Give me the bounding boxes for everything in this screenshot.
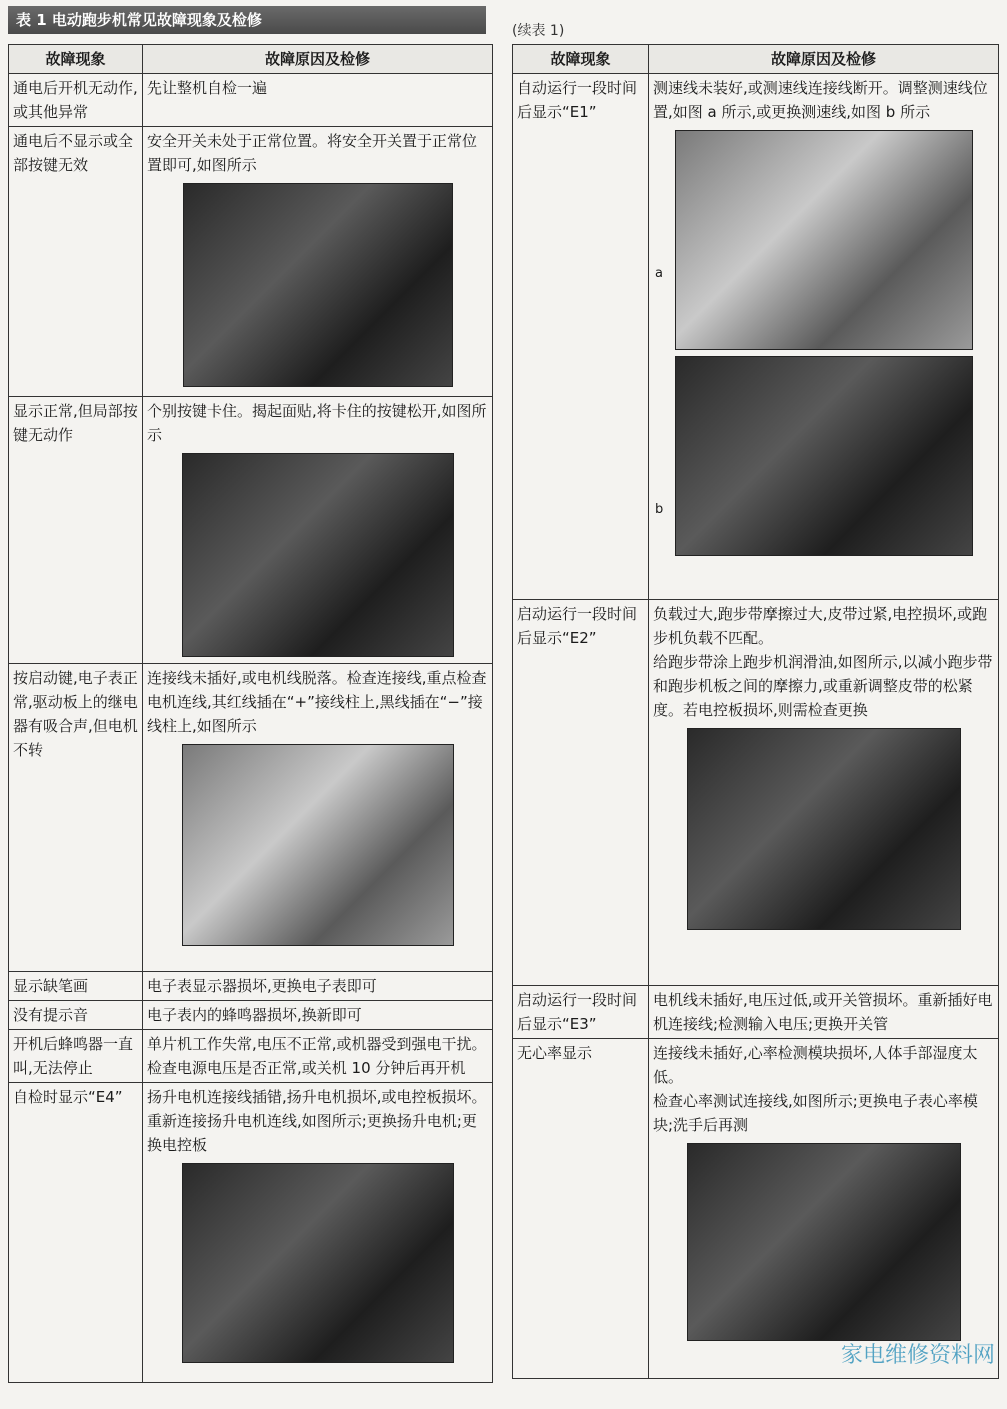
symptom-cell: 启动运行一段时间后显示“E2”	[513, 600, 649, 986]
symptom-cell: 按启动键,电子表正常,驱动板上的继电器有吸合声,但电机不转	[9, 664, 143, 972]
header-symptom: 故障现象	[9, 45, 143, 74]
symptom-cell: 启动运行一段时间后显示“E3”	[513, 986, 649, 1039]
right-table	[512, 44, 999, 1379]
table-row	[9, 397, 493, 664]
symptom-cell: 显示正常,但局部按键无动作	[9, 397, 143, 664]
cause-cell	[143, 664, 493, 972]
table-row	[9, 1030, 493, 1083]
heart-rate-wiring-photo	[687, 1143, 961, 1341]
watermark-logo: 家电维修资料网	[840, 1343, 995, 1368]
cause-cell	[143, 397, 493, 664]
cause-cell: 单片机工作失常,电压不正常,或机器受到强电干扰。检查电源电压是否正常,或关机 10 分钟后再开机	[143, 1030, 493, 1083]
symptom-cell: 自检时显示“E4”	[9, 1083, 143, 1383]
header-row	[513, 45, 999, 74]
table-title: 表 1 电动跑步机常见故障现象及检修	[8, 6, 486, 34]
cause-cell	[143, 1083, 493, 1383]
cause-cell	[649, 600, 999, 986]
header-cause: 故障原因及检修	[649, 45, 999, 74]
speed-sensor-photo-a	[675, 130, 973, 350]
cause-text: 连接线未插好,或电机线脱落。检查连接线,重点检查电机连线,其红线插在“+”接线柱上,黑线插在“−”接线柱上,如图所示	[147, 669, 487, 735]
table-row	[513, 74, 999, 600]
table-row	[9, 1001, 493, 1030]
speed-sensor-photo-b	[675, 356, 973, 556]
control-panel-photo	[183, 183, 453, 387]
continued-label: (续表 1)	[512, 23, 565, 39]
symptom-cell: 无心率显示	[513, 1039, 649, 1379]
table-row	[9, 74, 493, 127]
lift-motor-photo	[182, 1163, 454, 1363]
cause-text: 测速线未装好,或测速线连接线断开。调整测速线位置,如图 a 所示,或更换测速线,如图 b 所示	[653, 79, 988, 121]
cause-cell: 电机线未插好,电压过低,或开关管损坏。重新插好电机连接线;检测输入电压;更换开关管	[649, 986, 999, 1039]
cause-cell	[143, 127, 493, 397]
left-table	[8, 44, 493, 1383]
cause-cell	[649, 74, 999, 600]
table-row	[9, 664, 493, 972]
table-row	[513, 600, 999, 986]
symptom-cell: 通电后开机无动作,或其他异常	[9, 74, 143, 127]
cause-cell: 电子表内的蜂鸣器损坏,换新即可	[143, 1001, 493, 1030]
symptom-cell: 显示缺笔画	[9, 972, 143, 1001]
cause-text-2: 给跑步带涂上跑步机润滑油,如图所示,以减小跑步带和跑步机板之间的摩擦力,或重新调整皮带的松紧度。若电控板损坏,则需检查更换	[653, 653, 993, 719]
symptom-cell: 开机后蜂鸣器一直叫,无法停止	[9, 1030, 143, 1083]
symptom-cell: 通电后不显示或全部按键无效	[9, 127, 143, 397]
table-row	[513, 1039, 999, 1379]
lubricant-photo	[687, 728, 961, 930]
table-row	[9, 127, 493, 397]
motor-wiring-photo	[182, 744, 454, 946]
cause-text: 扬升电机连接线插错,扬升电机损坏,或电控板损坏。重新连接扬升电机连线,如图所示;更换扬升电机;更换电控板	[147, 1088, 487, 1154]
cause-cell: 电子表显示器损坏,更换电子表即可	[143, 972, 493, 1001]
cause-cell	[649, 1039, 999, 1379]
table-row	[9, 972, 493, 1001]
cause-text: 连接线未插好,心率检测模块损坏,人体手部湿度太低。	[653, 1044, 978, 1086]
cause-text-2: 检查心率测试连接线,如图所示;更换电子表心率模块;洗手后再测	[653, 1092, 978, 1134]
symptom-cell: 自动运行一段时间后显示“E1”	[513, 74, 649, 600]
table-row	[9, 1083, 493, 1383]
header-symptom: 故障现象	[513, 45, 649, 74]
figure-label-a: a	[655, 266, 663, 281]
cause-text: 安全开关未处于正常位置。将安全开关置于正常位置即可,如图所示	[147, 132, 478, 174]
header-cause: 故障原因及检修	[143, 45, 493, 74]
table-row	[513, 986, 999, 1039]
button-panel-photo	[182, 453, 454, 657]
header-row	[9, 45, 493, 74]
figure-label-b: b	[655, 502, 664, 517]
cause-text: 个别按键卡住。揭起面贴,将卡住的按键松开,如图所示	[147, 402, 487, 444]
cause-cell: 先让整机自检一遍	[143, 74, 493, 127]
cause-text: 负载过大,跑步带摩擦过大,皮带过紧,电控损坏,或跑步机负载不匹配。	[653, 605, 988, 647]
symptom-cell: 没有提示音	[9, 1001, 143, 1030]
